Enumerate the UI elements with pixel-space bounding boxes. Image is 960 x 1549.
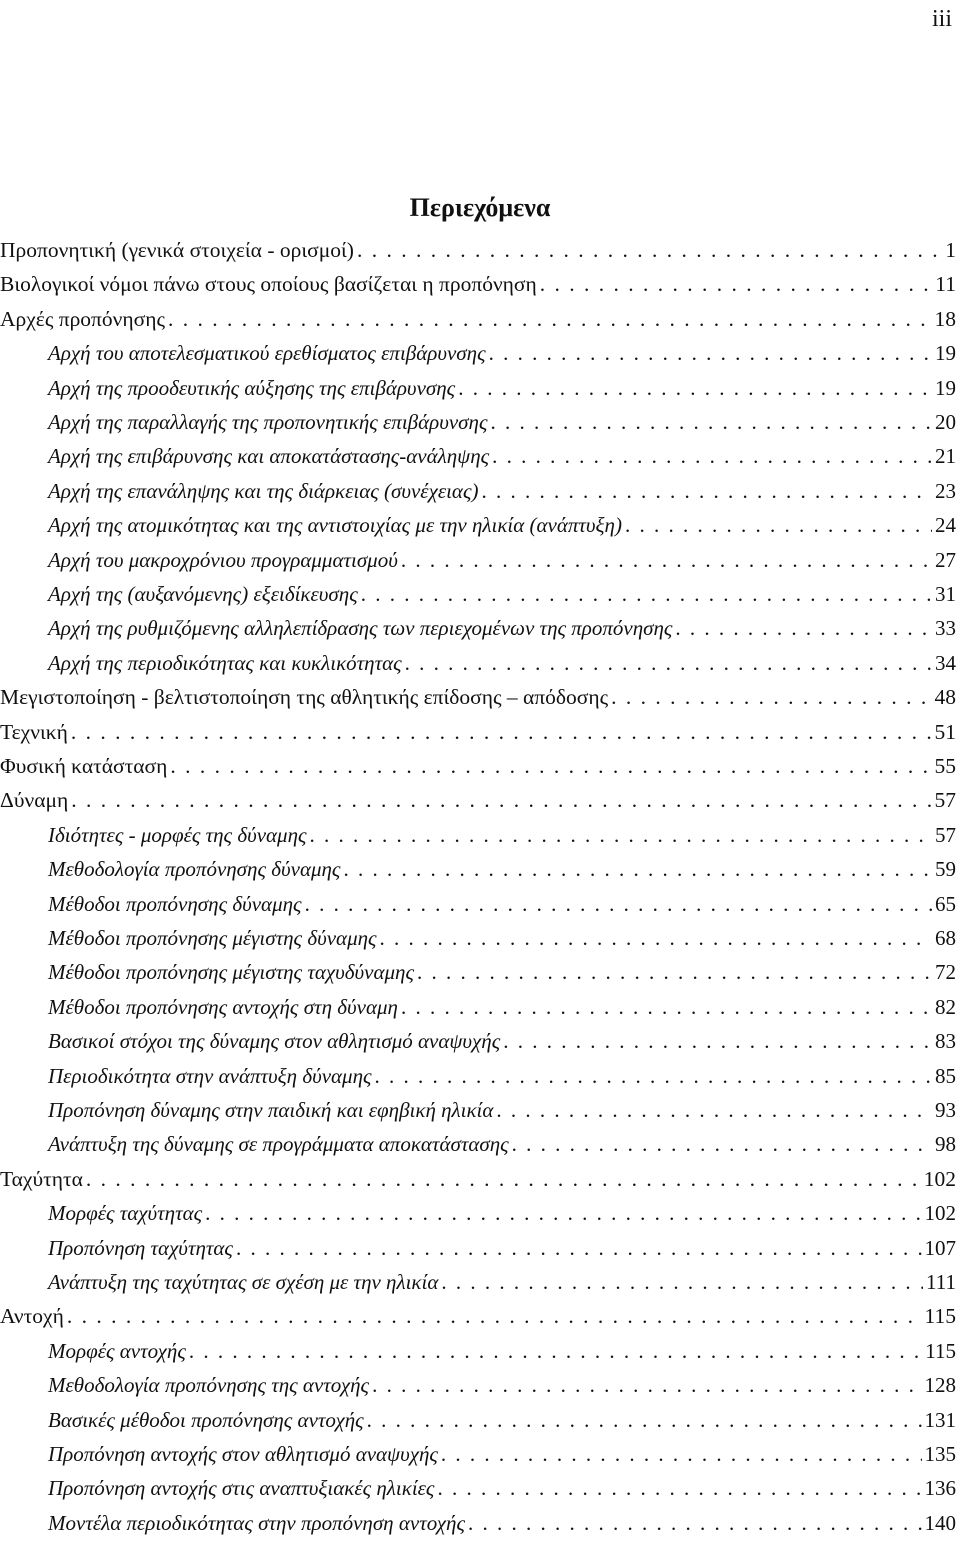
toc-leader-dots — [367, 1408, 922, 1433]
toc-leader-dots — [496, 1098, 932, 1123]
toc-entry-page: 68 — [935, 926, 956, 950]
toc-leader-dots — [441, 1442, 922, 1467]
toc-leader-dots — [540, 272, 933, 297]
toc-leader-dots — [489, 341, 932, 366]
toc-entry-title: Προπόνηση ταχύτητας — [48, 1235, 233, 1260]
toc-entry-page: 72 — [935, 960, 956, 985]
toc-entry-page: 33 — [935, 616, 956, 641]
toc-entry-title: Ανάπτυξη της ταχύτητας σε σχέση με την ηλικία — [48, 1270, 439, 1294]
toc-entry-title: Αρχή της περιοδικότητας και κυκλικότητας — [48, 650, 402, 675]
toc-entry-page: 57 — [934, 788, 956, 813]
toc-entry-title: Αρχές προπόνησης — [0, 306, 165, 331]
toc-entry — [0, 926, 956, 956]
toc-entry — [0, 1167, 956, 1197]
toc-entry-title: Αρχή του αποτελεσματικού ερεθίσματος επιβάρυνσης — [48, 341, 486, 366]
toc-leader-dots — [71, 720, 932, 745]
toc-entry — [0, 1236, 956, 1266]
toc-leader-dots — [361, 582, 932, 607]
toc-leader-dots — [357, 238, 942, 263]
toc-entry-title: Βιολογικοί νόμοι πάνω στους οποίους βασίζεται η προπόνηση — [0, 272, 537, 297]
toc-entry-title: Αντοχή — [0, 1304, 64, 1329]
toc-entry-title: Τεχνική — [0, 719, 68, 744]
toc-entry — [0, 513, 956, 543]
toc-leader-dots — [189, 1339, 922, 1364]
toc-entry-page: 34 — [935, 650, 956, 675]
toc-leader-dots — [468, 1511, 922, 1536]
toc-leader-dots — [401, 548, 932, 573]
toc-entry-title: Μεθοδολογία προπόνησης της αντοχής — [48, 1373, 370, 1398]
toc-entry-page: 98 — [935, 1132, 956, 1157]
toc-entry — [0, 307, 956, 337]
toc-leader-dots — [380, 926, 932, 951]
toc-entry — [0, 1442, 956, 1472]
toc-entry-page: 18 — [934, 306, 956, 331]
toc-leader-dots — [417, 960, 932, 985]
toc-entry — [0, 685, 956, 715]
toc-entry — [0, 754, 956, 784]
toc-entry-page: 107 — [924, 1235, 956, 1260]
toc-entry — [0, 238, 956, 268]
toc-entry — [0, 1029, 956, 1059]
toc-heading-text: Περιεχόμενα — [409, 193, 551, 222]
toc-entry-page: 140 — [924, 1510, 956, 1535]
toc-leader-dots — [441, 1270, 923, 1295]
toc-entry — [0, 272, 956, 302]
toc-entry-page: 115 — [925, 1338, 956, 1363]
toc-entry-title: Αρχή της παραλλαγής της προπονητικής επιβάρυνσης — [48, 410, 488, 434]
toc-entry-title: Αρχή της ατομικότητας και της αντιστοιχίας με την ηλικία (ανάπτυξη) — [48, 513, 622, 538]
toc-entry-title: Μεθοδολογία προπόνησης δύναμης — [48, 857, 341, 882]
toc-entry-page: 82 — [935, 994, 956, 1019]
toc-entry — [0, 1270, 956, 1300]
toc-entry-title: Μέθοδοι προπόνησης δύναμης — [48, 891, 302, 916]
toc-entry-page: 102 — [924, 1201, 956, 1226]
toc-entry-page: 131 — [924, 1407, 956, 1432]
toc-entry — [0, 1511, 956, 1541]
toc-leader-dots — [205, 1201, 921, 1226]
toc-entry-page: 102 — [923, 1166, 956, 1191]
toc-leader-dots — [86, 1167, 921, 1192]
toc-leader-dots — [437, 1476, 921, 1501]
toc-entry-page: 55 — [934, 754, 956, 778]
toc-leader-dots — [67, 1304, 922, 1329]
toc-entry — [0, 960, 956, 990]
toc-entry-page: 23 — [935, 478, 956, 503]
toc-entry — [0, 341, 956, 371]
toc-leader-dots — [675, 616, 932, 641]
toc-entry-page: 57 — [935, 822, 956, 847]
toc-entry — [0, 1064, 956, 1094]
toc-entry-title: Μέθοδοι προπόνησης μέγιστης δύναμης — [48, 926, 377, 950]
toc-entry-page: 1 — [945, 238, 956, 262]
toc-leader-dots — [405, 651, 932, 676]
toc-leader-dots — [305, 892, 932, 917]
toc-entry — [0, 548, 956, 578]
toc-entry-page: 51 — [934, 719, 956, 744]
toc-entry-page: 21 — [935, 444, 956, 469]
toc-entry-title: Μορφές αντοχής — [48, 1338, 186, 1363]
toc-entry-page: 136 — [924, 1476, 956, 1501]
toc-leader-dots — [343, 857, 932, 882]
toc-entry-title: Μέθοδοι προπόνησης μέγιστης ταχυδύναμης — [48, 960, 414, 985]
toc-leader-dots — [492, 444, 932, 469]
toc-entry-title: Μοντέλα περιοδικότητας στην προπόνηση αντοχής — [48, 1510, 465, 1535]
toc-entry-page: 135 — [924, 1442, 956, 1466]
toc-entry — [0, 995, 956, 1025]
toc-entry-title: Αρχή της ρυθμιζόμενης αλληλεπίδρασης των περιεχομένων της προπόνησης — [48, 616, 673, 641]
toc-leader-dots — [372, 1373, 921, 1398]
toc-leader-dots — [236, 1236, 922, 1261]
toc-entry-page: 11 — [935, 272, 956, 297]
toc-entry-page: 19 — [935, 375, 956, 400]
toc-entry — [0, 582, 956, 612]
toc-entry — [0, 376, 956, 406]
toc-entry-title: Βασικοί στόχοι της δύναμης στον αθλητισμό αναψυχής — [48, 1029, 501, 1054]
toc-entry-title: Ταχύτητα — [0, 1166, 83, 1191]
toc-leader-dots — [310, 823, 932, 848]
toc-entry-page: 59 — [935, 857, 956, 882]
toc-entry-title: Προπόνηση δύναμης στην παιδική και εφηβική ηλικία — [48, 1098, 494, 1122]
toc-entry — [0, 892, 956, 922]
toc-entry-title: Φυσική κατάσταση — [0, 754, 168, 778]
toc-entry-page: 19 — [935, 341, 956, 366]
toc-entry-title: Περιοδικότητα στην ανάπτυξη δύναμης — [48, 1063, 372, 1088]
toc-entry — [0, 1408, 956, 1438]
toc-leader-dots — [490, 410, 932, 435]
toc-entry-title: Προπόνηση αντοχής στις αναπτυξιακές ηλικίες — [48, 1476, 435, 1501]
toc-entry-title: Αρχή του μακροχρόνιου προγραμματισμού — [48, 547, 398, 572]
toc-entry-title: Προπονητική (γενικά στοιχεία - ορισμοί) — [0, 238, 354, 262]
toc-entry-page: 20 — [935, 410, 956, 434]
toc-entry — [0, 1132, 956, 1162]
toc-entry-page: 24 — [935, 513, 956, 538]
toc-leader-dots — [481, 479, 932, 504]
toc-entry — [0, 651, 956, 681]
toc-entry-page: 48 — [934, 685, 956, 710]
toc-entry-title: Αρχή της επιβάρυνσης και αποκατάστασης-ανάληψης — [48, 444, 490, 469]
toc-entry-page: 83 — [935, 1029, 956, 1054]
toc-entry-page: 65 — [935, 891, 956, 916]
toc-entry-title: Βασικές μέθοδοι προπόνησης αντοχής — [48, 1407, 364, 1432]
toc-entry-page: 93 — [935, 1098, 956, 1122]
toc-entry-title: Δύναμη — [0, 788, 69, 813]
toc-entry — [0, 823, 956, 853]
toc-leader-dots — [625, 513, 932, 538]
toc-leader-dots — [168, 307, 932, 332]
toc-heading — [0, 193, 960, 223]
toc-leader-dots — [503, 1029, 932, 1054]
page-number: iii — [931, 6, 952, 32]
toc-leader-dots — [170, 754, 931, 779]
toc-entry-page: 31 — [935, 582, 956, 606]
toc-entry — [0, 479, 956, 509]
toc-entry-title: Ανάπτυξη της δύναμης σε προγράμματα αποκατάστασης — [48, 1132, 509, 1157]
toc-leader-dots — [611, 685, 931, 710]
toc-entry-title: Μορφές ταχύτητας — [48, 1201, 203, 1226]
toc-leader-dots — [71, 788, 931, 813]
toc-entry — [0, 1339, 956, 1369]
toc-entry-title: Αρχή της επανάληψης και της διάρκειας (συνέχειας) — [48, 478, 479, 503]
toc-entry — [0, 616, 956, 646]
toc-entry-page: 85 — [935, 1063, 956, 1088]
toc-entry — [0, 1476, 956, 1506]
toc-leader-dots — [458, 376, 932, 401]
toc-entry-title: Αρχή της προοδευτικής αύξησης της επιβάρυνσης — [48, 375, 456, 400]
toc-entry — [0, 857, 956, 887]
toc-entry — [0, 1098, 956, 1128]
toc-entry — [0, 1304, 956, 1334]
toc-entry-page: 128 — [924, 1373, 956, 1398]
toc-entry-page: 115 — [924, 1304, 956, 1329]
toc-entry-title: Ιδιότητες - μορφές της δύναμης — [48, 822, 307, 847]
toc-entry-title: Μέθοδοι προπόνησης αντοχής στη δύναμη — [48, 994, 398, 1019]
toc-leader-dots — [401, 995, 932, 1020]
toc-entry-page: 27 — [935, 547, 956, 572]
toc-entry — [0, 410, 956, 440]
toc-entry — [0, 788, 956, 818]
toc-entry — [0, 720, 956, 750]
toc-entry-title: Αρχή της (αυξανόμενης) εξειδίκευσης — [48, 582, 358, 606]
toc-entry — [0, 444, 956, 474]
toc-entry-page: 111 — [926, 1270, 956, 1294]
toc-entry-title: Προπόνηση αντοχής στον αθλητισμό αναψυχής — [48, 1442, 438, 1466]
toc-entry — [0, 1373, 956, 1403]
toc-entry — [0, 1201, 956, 1231]
toc-leader-dots — [512, 1132, 932, 1157]
toc-entry-title: Μεγιστοποίηση - βελτιστοποίηση της αθλητικής επίδοσης – απόδοσης — [0, 685, 609, 710]
toc-leader-dots — [375, 1064, 932, 1089]
